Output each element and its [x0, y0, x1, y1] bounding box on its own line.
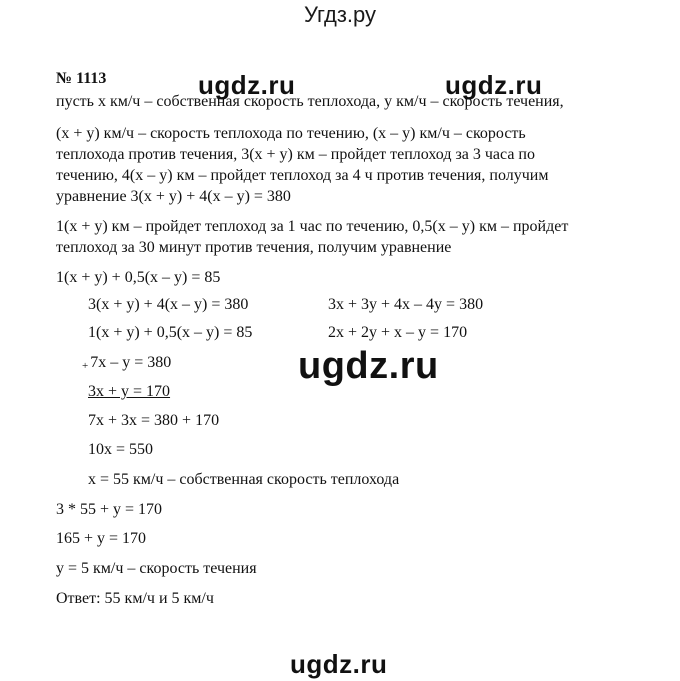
final-step-line: 165 + y = 170	[56, 530, 147, 547]
site-title[interactable]: Угдз.ру	[303, 2, 377, 27]
system-left-line: 1(x + y) + 0,5(x – y) = 85	[88, 324, 253, 341]
watermark: ugdz.ru	[290, 649, 388, 679]
solution-line: теплоход за 30 минут против течения, получим уравнение	[56, 239, 452, 256]
system-right-line: 2x + 2y + x – y = 170	[328, 324, 468, 341]
solution-line: теплохода против течения, 3(x + y) км – пройдет теплоход за 3 часа по	[56, 146, 535, 163]
addition-line-1: 7x – y = 380	[90, 354, 172, 371]
watermark: ugdz.ru	[198, 70, 296, 100]
plus-sign: +	[82, 360, 89, 372]
system-right-line: 3x + 3y + 4x – 4y = 380	[328, 296, 484, 313]
final-step-line: 3 * 55 + y = 170	[56, 501, 163, 518]
system-left-line: 3(x + y) + 4(x – y) = 380	[88, 296, 249, 313]
solution-line: уравнение 3(x + y) + 4(x – y) = 380	[56, 188, 291, 205]
step-line: x = 55 км/ч – собственная скорость теплохода	[88, 471, 400, 488]
solution-line: 1(x + y) км – пройдет теплоход за 1 час по течению, 0,5(x – y) км – пройдет	[56, 218, 569, 235]
solution-line: течению, 4(x – y) км – пройдет теплоход за 4 ч против течения, получим	[56, 167, 549, 184]
task-number: № 1113	[56, 70, 107, 87]
answer-line: Ответ: 55 км/ч и 5 км/ч	[56, 590, 214, 607]
final-step-line: y = 5 км/ч – скорость течения	[56, 560, 257, 577]
watermark: ugdz.ru	[298, 345, 439, 387]
step-line: 7x + 3x = 380 + 170	[88, 412, 220, 429]
equation: 1(x + y) + 0,5(x – y) = 85	[56, 269, 221, 286]
solution-line: пусть x км/ч – собственная скорость теплохода, y км/ч – скорость течения,	[56, 93, 564, 110]
step-line: 10x = 550	[88, 441, 154, 458]
solution-line: (x + y) км/ч – скорость теплохода по течению, (x – y) км/ч – скорость	[56, 125, 526, 142]
addition-line	[82, 353, 171, 374]
watermark: ugdz.ru	[445, 70, 543, 100]
addition-line-2: 3x + y = 170	[88, 383, 171, 400]
